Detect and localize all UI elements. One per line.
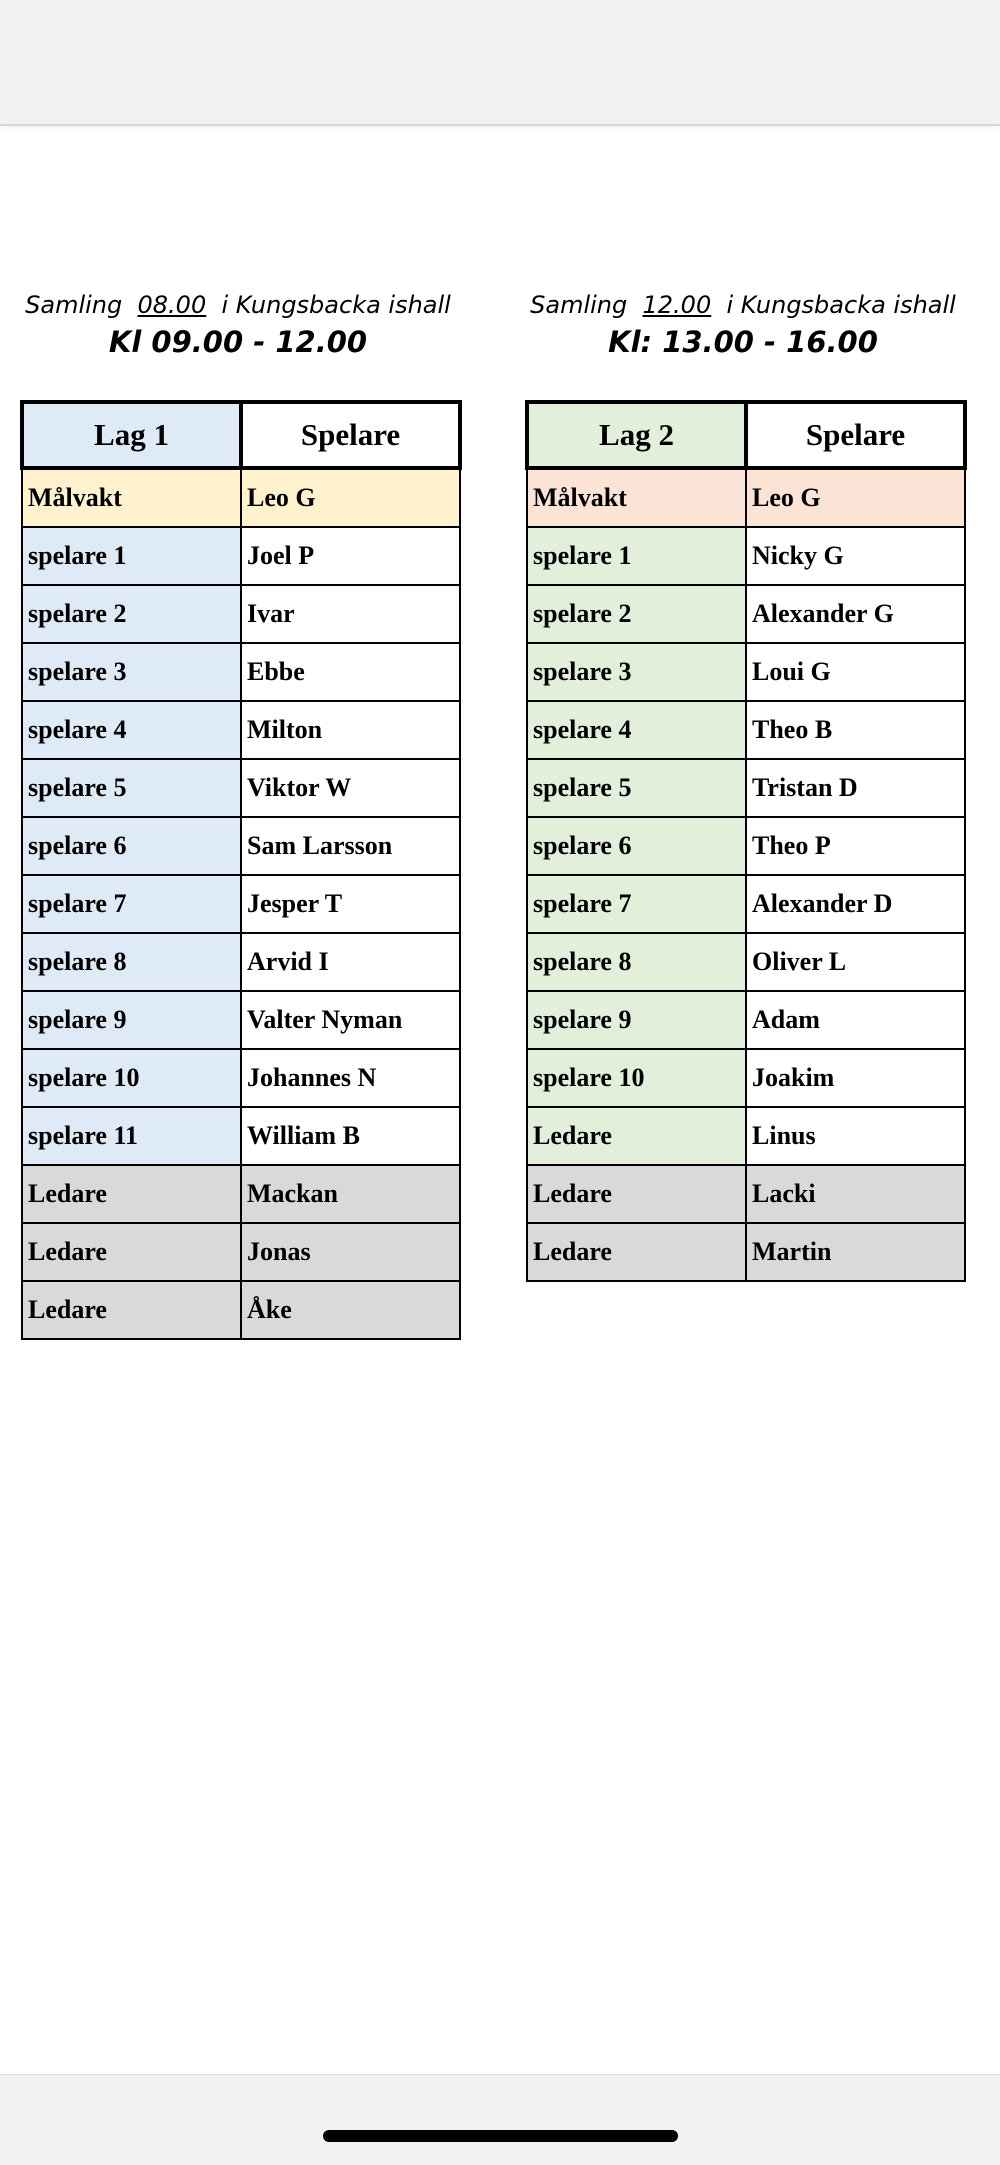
name-cell: Nicky G xyxy=(746,527,965,585)
role-cell: spelare 1 xyxy=(22,527,241,585)
name-cell: Theo P xyxy=(746,817,965,875)
role-cell: Ledare xyxy=(22,1223,241,1281)
role-cell: spelare 10 xyxy=(22,1049,241,1107)
name-cell: Mackan xyxy=(241,1165,460,1223)
name-cell: Åke xyxy=(241,1281,460,1339)
samling-line xyxy=(18,290,458,320)
table-row xyxy=(22,1223,460,1281)
name-cell: Joel P xyxy=(241,527,460,585)
session-hours: Kl 09.00 - 12.00 xyxy=(108,325,368,359)
session-hours: Kl: 13.00 - 16.00 xyxy=(608,325,878,359)
table-row xyxy=(527,1165,965,1223)
table-row xyxy=(527,759,965,817)
role-cell: spelare 6 xyxy=(22,817,241,875)
role-cell: spelare 10 xyxy=(527,1049,746,1107)
role-cell: Målvakt xyxy=(527,468,746,527)
table-row xyxy=(22,759,460,817)
table-row xyxy=(527,875,965,933)
role-cell: Ledare xyxy=(22,1281,241,1339)
role-cell: spelare 7 xyxy=(527,875,746,933)
column-header-player: Spelare xyxy=(241,402,460,468)
role-cell: spelare 8 xyxy=(22,933,241,991)
name-cell: Oliver L xyxy=(746,933,965,991)
role-cell: spelare 6 xyxy=(527,817,746,875)
name-cell: Alexander G xyxy=(746,585,965,643)
table-row xyxy=(527,701,965,759)
role-cell: spelare 3 xyxy=(527,643,746,701)
role-cell: Målvakt xyxy=(22,468,241,527)
table-row xyxy=(22,468,460,527)
table-row xyxy=(22,991,460,1049)
table-row xyxy=(22,1165,460,1223)
table-row xyxy=(527,1107,965,1165)
name-cell: Ivar xyxy=(241,585,460,643)
name-cell: Tristan D xyxy=(746,759,965,817)
name-cell: Milton xyxy=(241,701,460,759)
roster-table-lag-2 xyxy=(525,400,967,1282)
name-cell: Arvid I xyxy=(241,933,460,991)
name-cell: William B xyxy=(241,1107,460,1165)
samling-location: i Kungsbacka ishall xyxy=(221,291,451,319)
role-cell: Ledare xyxy=(22,1165,241,1223)
role-cell: spelare 4 xyxy=(527,701,746,759)
roster-table-lag-1 xyxy=(20,400,462,1340)
role-cell: spelare 8 xyxy=(527,933,746,991)
bottom-bar xyxy=(0,2074,1000,2165)
home-indicator[interactable] xyxy=(323,2130,678,2142)
name-cell: Loui G xyxy=(746,643,965,701)
column-header-team: Lag 1 xyxy=(22,402,241,468)
name-cell: Ebbe xyxy=(241,643,460,701)
table-row xyxy=(527,468,965,527)
table-row xyxy=(22,1281,460,1339)
top-toolbar xyxy=(0,0,1000,126)
table-row xyxy=(22,875,460,933)
samling-label: Samling xyxy=(530,291,628,319)
name-cell: Linus xyxy=(746,1107,965,1165)
samling-label: Samling xyxy=(25,291,123,319)
role-cell: spelare 5 xyxy=(527,759,746,817)
table-header-row xyxy=(22,402,460,468)
table-row xyxy=(527,1049,965,1107)
table-row xyxy=(22,817,460,875)
name-cell: Jonas xyxy=(241,1223,460,1281)
role-cell: Ledare xyxy=(527,1223,746,1281)
column-header-player: Spelare xyxy=(746,402,965,468)
table-row xyxy=(527,991,965,1049)
name-cell: Sam Larsson xyxy=(241,817,460,875)
name-cell: Leo G xyxy=(746,468,965,527)
role-cell: spelare 9 xyxy=(527,991,746,1049)
table-row xyxy=(22,933,460,991)
name-cell: Joakim xyxy=(746,1049,965,1107)
role-cell: spelare 1 xyxy=(527,527,746,585)
name-cell: Adam xyxy=(746,991,965,1049)
table-row xyxy=(22,1107,460,1165)
table-row xyxy=(22,585,460,643)
name-cell: Johannes N xyxy=(241,1049,460,1107)
table-row xyxy=(22,701,460,759)
samling-time: 08.00 xyxy=(137,291,207,319)
name-cell: Jesper T xyxy=(241,875,460,933)
role-cell: spelare 7 xyxy=(22,875,241,933)
samling-line xyxy=(523,290,963,320)
role-cell: Ledare xyxy=(527,1165,746,1223)
role-cell: spelare 5 xyxy=(22,759,241,817)
role-cell: spelare 11 xyxy=(22,1107,241,1165)
name-cell: Alexander D xyxy=(746,875,965,933)
session-header-lag-2 xyxy=(523,290,963,362)
name-cell: Leo G xyxy=(241,468,460,527)
role-cell: spelare 9 xyxy=(22,991,241,1049)
table-row xyxy=(527,933,965,991)
table-row xyxy=(527,643,965,701)
session-header-lag-1 xyxy=(18,290,458,362)
table-row xyxy=(22,1049,460,1107)
samling-time: 12.00 xyxy=(642,291,712,319)
role-cell: spelare 4 xyxy=(22,701,241,759)
role-cell: spelare 3 xyxy=(22,643,241,701)
name-cell: Theo B xyxy=(746,701,965,759)
table-row xyxy=(527,817,965,875)
column-header-team: Lag 2 xyxy=(527,402,746,468)
name-cell: Martin xyxy=(746,1223,965,1281)
table-row xyxy=(527,527,965,585)
table-row xyxy=(22,527,460,585)
name-cell: Valter Nyman xyxy=(241,991,460,1049)
role-cell: spelare 2 xyxy=(527,585,746,643)
table-row xyxy=(527,585,965,643)
role-cell: spelare 2 xyxy=(22,585,241,643)
table-row xyxy=(22,643,460,701)
name-cell: Lacki xyxy=(746,1165,965,1223)
name-cell: Viktor W xyxy=(241,759,460,817)
table-header-row xyxy=(527,402,965,468)
samling-location: i Kungsbacka ishall xyxy=(726,291,956,319)
table-row xyxy=(527,1223,965,1281)
role-cell: Ledare xyxy=(527,1107,746,1165)
